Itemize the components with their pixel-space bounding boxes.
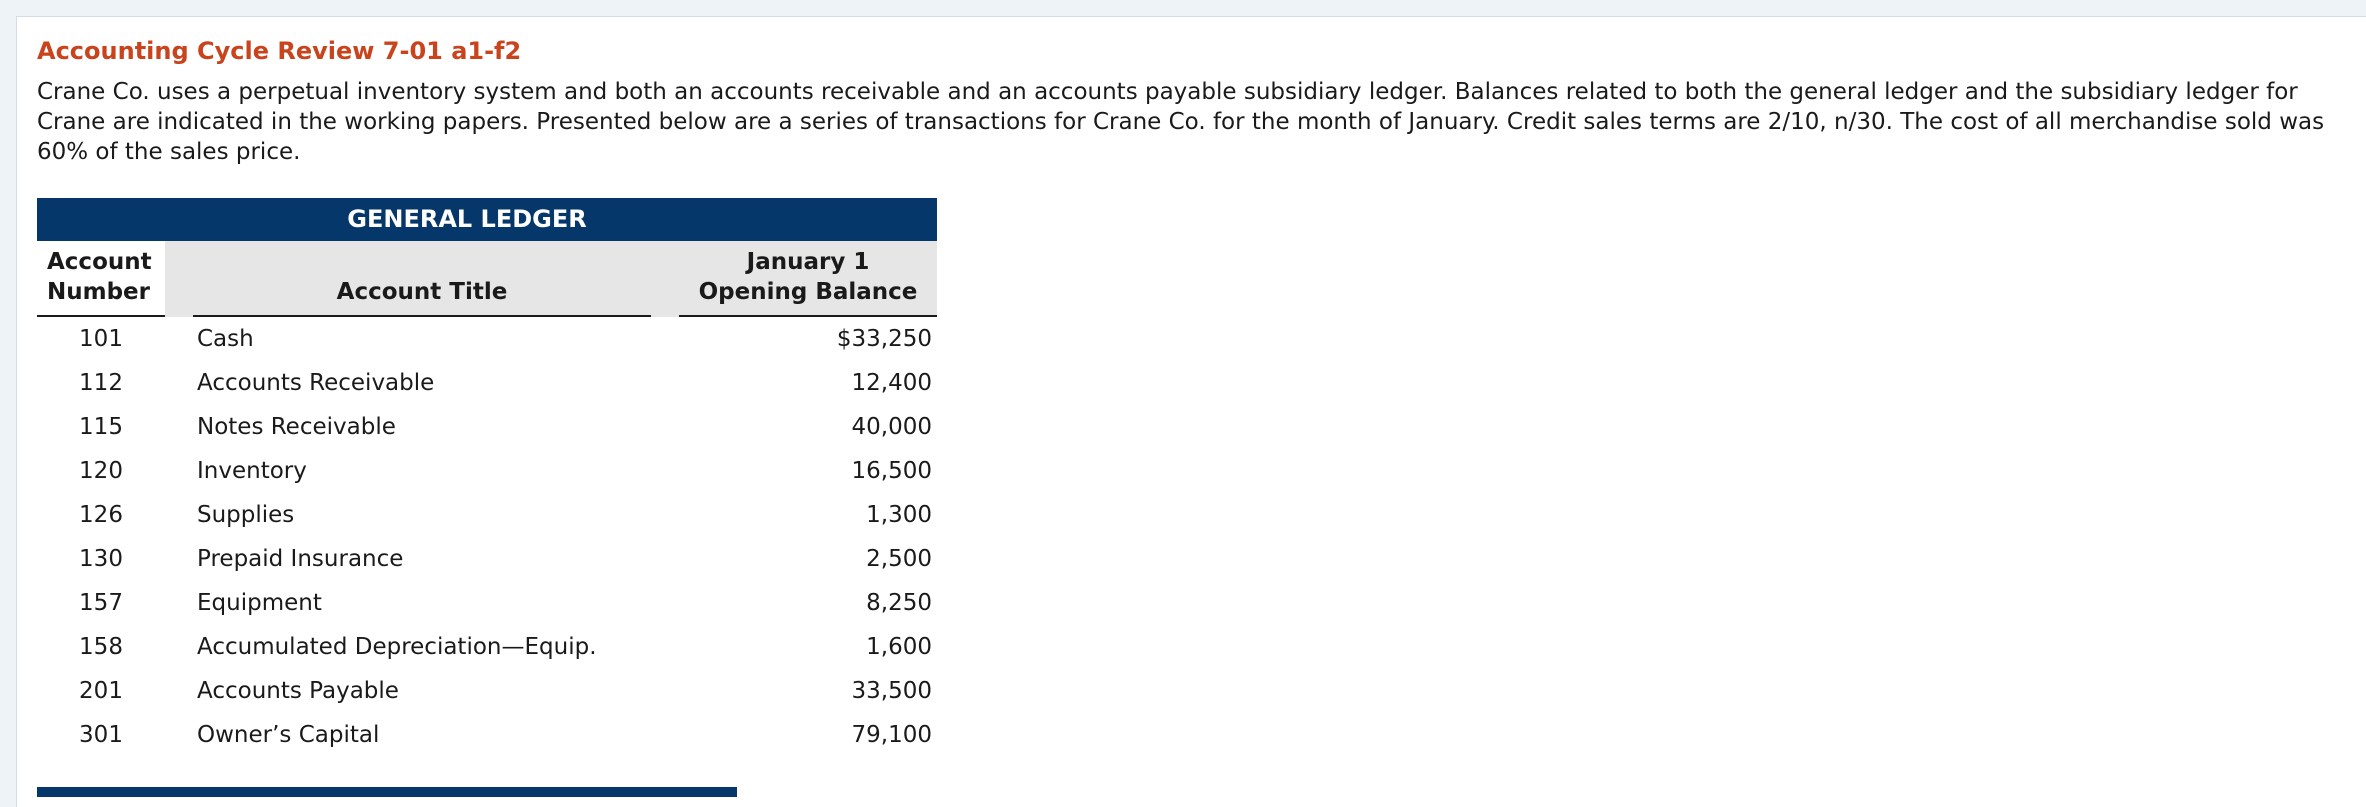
table-row: [37, 361, 937, 405]
table-row: [37, 405, 937, 449]
opening-balance: 2,500: [866, 546, 932, 572]
account-title: Inventory: [197, 458, 307, 484]
intro-paragraph: Crane Co. uses a perpetual inventory system and both an accounts receivable and an accounts payable subsidiary ledger. Balances related to both the general ledger and the subsidiary ledger for Crane are indicated in the working papers. Presented below are a series of transactions for Crane Co. for the month of January. Credit sales terms are 2/10, n/30. The cost of all merchandise sold was 60% of the sales price.: [37, 79, 2325, 165]
column-header-account-number-line1: Account: [47, 249, 152, 275]
account-number: 158: [79, 634, 123, 660]
content-panel: [16, 16, 2366, 807]
account-title: Owner’s Capital: [197, 722, 380, 748]
opening-balance: 79,100: [851, 722, 932, 748]
table-row: [37, 713, 937, 757]
column-header-account-number-line2: Number: [47, 279, 150, 305]
account-number: 301: [79, 722, 123, 748]
opening-balance: 1,600: [866, 634, 932, 660]
account-title: Supplies: [197, 502, 295, 528]
column-header-account-number: [37, 241, 165, 317]
table-row: [37, 581, 937, 625]
account-number: 130: [79, 546, 123, 572]
opening-balance: 8,250: [866, 590, 932, 616]
account-title: Accounts Payable: [197, 678, 399, 704]
account-title: Equipment: [197, 590, 322, 616]
account-number: 115: [79, 414, 123, 440]
column-header-balance-line2: Opening Balance: [698, 279, 918, 305]
ledger-header-row: [37, 241, 937, 317]
opening-balance: 40,000: [851, 414, 932, 440]
ledger-heading: GENERAL LEDGER: [347, 205, 587, 233]
account-number: 126: [79, 502, 123, 528]
account-number: 112: [79, 370, 123, 396]
account-title: Notes Receivable: [197, 414, 396, 440]
account-title: Prepaid Insurance: [197, 546, 404, 572]
account-title: Accumulated Depreciation—Equip.: [197, 634, 597, 660]
table-row: [37, 449, 937, 493]
opening-balance: $33,250: [836, 326, 932, 352]
page-title: Accounting Cycle Review 7-01 a1-f2: [37, 37, 522, 65]
table-row: [37, 669, 937, 713]
table-row: [37, 493, 937, 537]
account-number: 157: [79, 590, 123, 616]
account-title: Accounts Receivable: [197, 370, 435, 396]
general-ledger-table: [37, 198, 937, 757]
ledger-banner: [37, 198, 937, 241]
column-header-account-title: Account Title: [193, 241, 651, 317]
opening-balance: 16,500: [851, 458, 932, 484]
opening-balance: 12,400: [851, 370, 932, 396]
table-row: [37, 625, 937, 669]
column-header-balance-line1: January 1: [746, 249, 870, 275]
ledger-rows: [37, 317, 937, 757]
account-number: 120: [79, 458, 123, 484]
column-header-opening-balance: [679, 241, 937, 317]
account-number: 101: [79, 326, 123, 352]
opening-balance: 33,500: [851, 678, 932, 704]
opening-balance: 1,300: [866, 502, 932, 528]
table-row: [37, 317, 937, 361]
table-row: [37, 537, 937, 581]
account-number: 201: [79, 678, 123, 704]
account-title: Cash: [197, 326, 254, 352]
